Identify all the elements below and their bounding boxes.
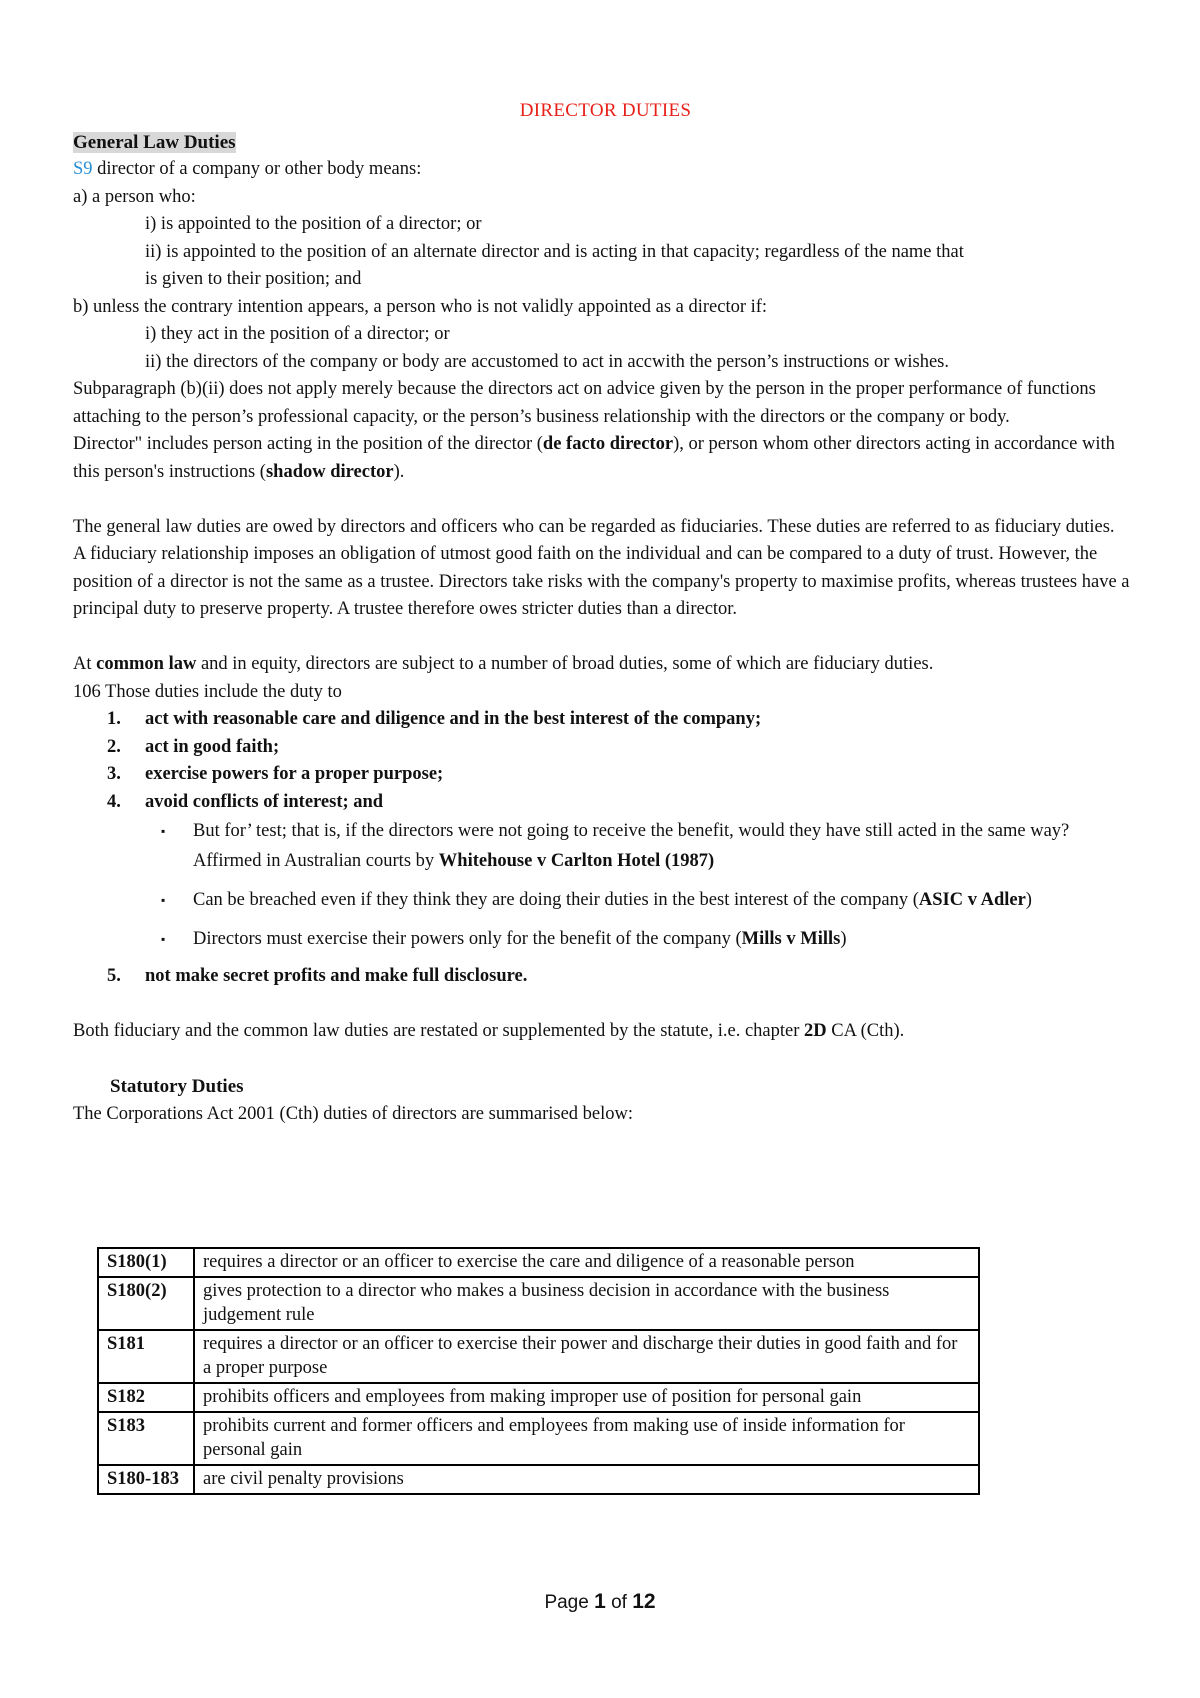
def-a-ii: ii) is appointed to the position of an alternate director and is acting in that capacity; regardless of the name that is given to their position; and (145, 241, 964, 289)
fiduciary-paragraph-1: The general law duties are owed by directors and officers who can be regarded as fiduciaries. These duties are referred to as fiduciary duties. (73, 516, 1115, 537)
list-item: ▪ Can be breached even if they think they are doing their duties in the best interest of the company (ASIC v Adler) (193, 885, 1138, 915)
list-item: ▪ But for’ test; that is, if the directors were not going to receive the benefit, would they have still acted in the same way? Affirmed in Australian courts by Whitehouse v Carlton Hotel (1987) (193, 816, 1138, 876)
s9-reference: S9 (73, 159, 93, 179)
page-footer: Page 1 of 12 (544, 1590, 656, 1613)
table-row: S180-183 are civil penalty provisions (98, 1465, 979, 1494)
shadow-term: shadow director (265, 461, 394, 482)
list-item: 4. avoid conflicts of interest; and ▪ But for’ test; that is, if the directors were not going to receive the benefit, would they have still acted in the same way? Affirmed in Australian courts by Whitehouse v Carlton Hotel (1987) ▪ Can be breached even if they think they are doing their duties in the best interest of the company (ASIC v Adler) ▪ Directors must exercise their powers only for the benefit of the company (Mills v Mills) (145, 789, 1138, 955)
duties-list (73, 706, 1138, 991)
document-title: DIRECTOR DUTIES (519, 100, 692, 121)
square-bullet-icon: ▪ (161, 824, 166, 838)
list-item: ▪ Directors must exercise their powers only for the benefit of the company (Mills v Mills) (193, 924, 1138, 954)
statutory-intro: The Corporations Act 2001 (Cth) duties of directors are summarised below: (73, 1103, 634, 1124)
square-bullet-icon: ▪ (161, 893, 166, 907)
table-row: S181 requires a director or an officer to exercise their power and discharge their duties in good faith and for a proper purpose (98, 1330, 979, 1383)
subparagraph-note: Subparagraph (b)(ii) does not apply merely because the directors act on advice given by the person in the proper performance of functions attaching to the person’s professional capacity, or the person’s business relationship with the directors or the company or body. (73, 379, 1096, 427)
statute-paragraph: Both fiduciary and the common law duties are restated or supplemented by the statute, i.e. chapter 2D CA (Cth). (73, 1021, 905, 1041)
statutory-duties-heading: Statutory Duties (110, 1076, 244, 1097)
general-law-heading: General Law Duties (73, 131, 236, 153)
def-a: a) a person who: (73, 186, 196, 207)
common-law-paragraph: At common law and in equity, directors are subject to a number of broad duties, some of which are fiduciary duties. (73, 654, 934, 674)
table-row: S180(1) requires a director or an officer to exercise the care and diligence of a reasonable person (98, 1248, 979, 1277)
square-bullet-icon: ▪ (161, 932, 166, 946)
conflict-sub-list (145, 816, 1138, 954)
table-row: S183 prohibits current and former officers and employees from making use of inside information for personal gain (98, 1412, 979, 1465)
page-content (73, 97, 1138, 1128)
table-row: S182 prohibits officers and employees from making improper use of position for personal gain (98, 1383, 979, 1412)
def-b: b) unless the contrary intention appears, a person who is not validly appointed as a director if: (73, 296, 768, 317)
def-b-i: i) they act in the position of a director; or (145, 324, 450, 344)
list-item: 2. act in good faith; (107, 736, 280, 757)
table-row: S180(2) gives protection to a director who makes a business decision in accordance with the business judgement rule (98, 1277, 979, 1330)
list-item: 5. not make secret profits and make full disclosure. (107, 966, 528, 986)
def-b-ii: ii) the directors of the company or body are accustomed to act in accwith the person’s instructions or wishes. (145, 351, 950, 372)
total-pages: 12 (632, 1590, 656, 1613)
director-includes: Director" includes person acting in the position of the director (de facto director), or person whom other directors acting in accordance with this person's instructions (shadow director). (73, 434, 1115, 482)
list-item: 1. act with reasonable care and diligence and in the best interest of the company; (107, 709, 762, 729)
list-item: 3. exercise powers for a proper purpose; (107, 764, 444, 784)
current-page: 1 (594, 1590, 606, 1613)
duties-intro: 106 Those duties include the duty to (73, 681, 342, 702)
s9-definition: S9 director of a company or other body means: (73, 159, 422, 179)
fiduciary-paragraph-2: A fiduciary relationship imposes an obligation of utmost good faith on the individual and can be compared to a duty of trust. However, the position of a director is not the same as a trustee. Directors take risks with the company's property to maximise profits, whereas trustees have a principal duty to preserve property. A trustee therefore owes stricter duties than a director. (73, 544, 1130, 619)
statutory-duties-table (97, 1247, 980, 1495)
def-a-i: i) is appointed to the position of a director; or (145, 214, 482, 234)
de-facto-term: de facto director (542, 434, 674, 454)
